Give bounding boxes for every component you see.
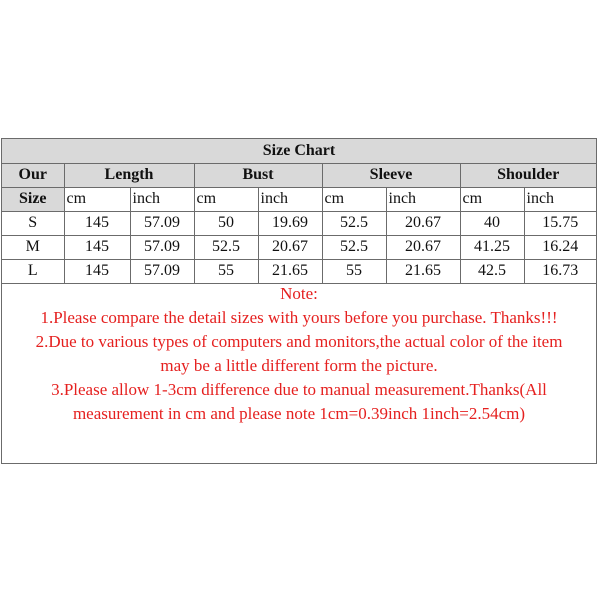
our-size-header-line1: Our <box>2 163 64 187</box>
value-cell: 145 <box>64 211 130 235</box>
unit-cell: cm <box>460 187 524 211</box>
value-cell: 21.65 <box>258 259 322 283</box>
value-cell: 19.69 <box>258 211 322 235</box>
unit-cell: cm <box>322 187 386 211</box>
unit-cell: inch <box>386 187 460 211</box>
unit-cell: inch <box>258 187 322 211</box>
value-cell: 16.24 <box>524 235 596 259</box>
unit-cell: cm <box>194 187 258 211</box>
value-cell: 145 <box>64 259 130 283</box>
value-cell: 57.09 <box>130 259 194 283</box>
table-row <box>2 211 596 235</box>
value-cell: 57.09 <box>130 211 194 235</box>
unit-cell: cm <box>64 187 130 211</box>
value-cell: 57.09 <box>130 235 194 259</box>
size-label: S <box>2 211 64 235</box>
size-chart-box <box>1 138 597 464</box>
value-cell: 21.65 <box>386 259 460 283</box>
value-cell: 42.5 <box>460 259 524 283</box>
value-cell: 52.5 <box>322 235 386 259</box>
value-cell: 15.75 <box>524 211 596 235</box>
value-cell: 52.5 <box>194 235 258 259</box>
value-cell: 41.25 <box>460 235 524 259</box>
length-header: Length <box>64 163 194 187</box>
bust-header: Bust <box>194 163 322 187</box>
unit-cell: inch <box>524 187 596 211</box>
notes-section <box>2 282 596 426</box>
our-size-header-line2: Size <box>2 187 64 211</box>
table-row <box>2 235 596 259</box>
size-label: L <box>2 259 64 283</box>
note-line: 2.Due to various types of computers and monitors,the actual color of the item <box>35 332 563 351</box>
note-line: may be a little different form the picture. <box>160 356 438 375</box>
value-cell: 20.67 <box>386 235 460 259</box>
size-chart-table <box>2 139 596 284</box>
note-line: measurement in cm and please note 1cm=0.39inch 1inch=2.54cm) <box>72 404 526 423</box>
unit-cell: inch <box>130 187 194 211</box>
table-title: Size Chart <box>2 139 596 163</box>
sleeve-header: Sleeve <box>322 163 460 187</box>
notes-heading: Note: <box>280 284 318 303</box>
value-cell: 20.67 <box>258 235 322 259</box>
size-label: M <box>2 235 64 259</box>
value-cell: 52.5 <box>322 211 386 235</box>
value-cell: 55 <box>194 259 258 283</box>
value-cell: 55 <box>322 259 386 283</box>
value-cell: 145 <box>64 235 130 259</box>
shoulder-header: Shoulder <box>460 163 596 187</box>
value-cell: 40 <box>460 211 524 235</box>
note-line: 3.Please allow 1-3cm difference due to manual measurement.Thanks(All <box>51 380 547 399</box>
table-row <box>2 259 596 283</box>
note-line: 1.Please compare the detail sizes with yours before you purchase. Thanks!!! <box>40 308 558 327</box>
value-cell: 16.73 <box>524 259 596 283</box>
value-cell: 20.67 <box>386 211 460 235</box>
value-cell: 50 <box>194 211 258 235</box>
